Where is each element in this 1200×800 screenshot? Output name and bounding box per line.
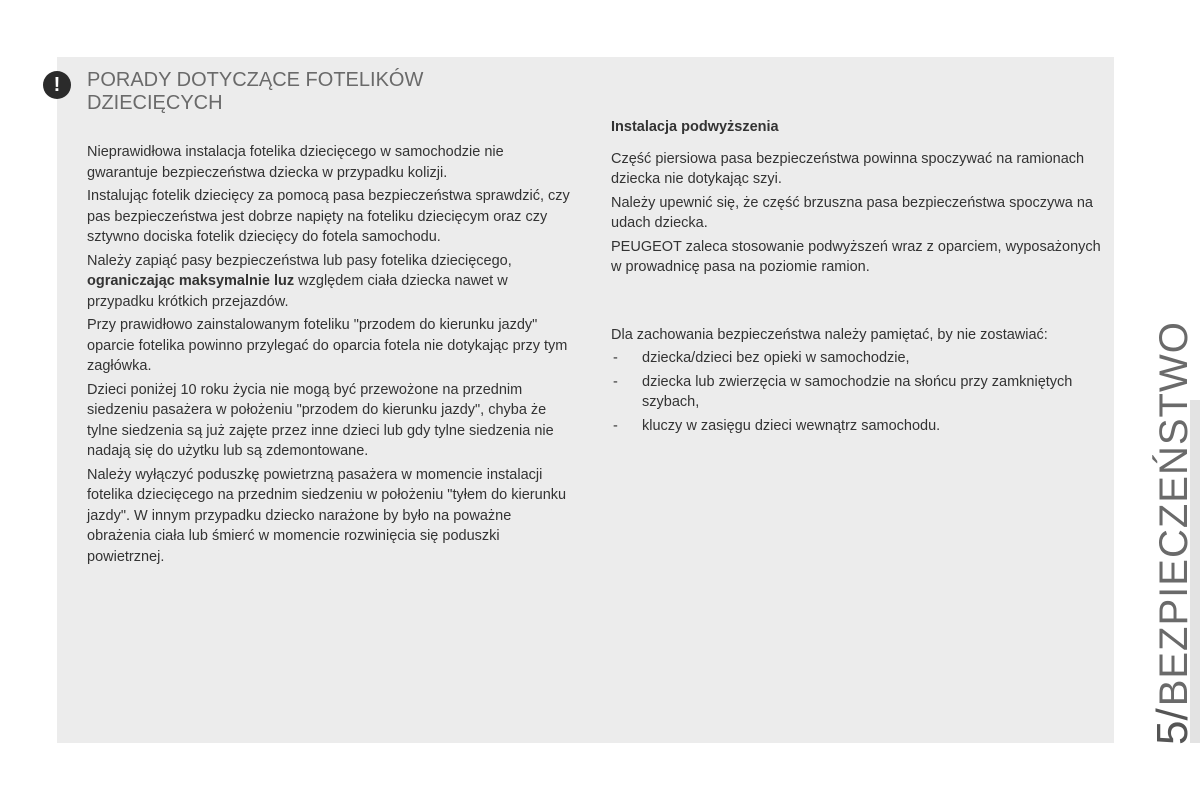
paragraph-airbag: Należy wyłączyć poduszkę powietrzną pasażera w momencie instalacji fotelika dziecięcego na przednim siedzeniu w położeniu "tyłem do kierunku jazdy". W innym przypadku dziecko narażone by było na poważne obrażenia ciała lub śmierć w momencie rozwinięcia się poduszki powietrznej.: [87, 466, 567, 565]
chapter-number: 5/: [1148, 708, 1197, 745]
paragraph-fasten-belts-start: Należy zapiąć pasy bezpieczeństwa lub pasy fotelika dziecięcego,: [87, 252, 512, 269]
list-item-text: dziecka lub zwierzęcia w samochodzie na słońcu przy zamkniętych szybach,: [642, 373, 1073, 410]
list-item: [611, 372, 1106, 413]
paragraph-children-under-10: Dzieci poniżej 10 roku życia nie mogą być przewożone na przednim siedzeniu pasażera w położeniu "przodem do kierunku jazdy", chyba że tylne siedzenia są już zajęte przez inne dzieci lub gdy tylne siedzenia nie nadają się do użytku lub są zdemontowane.: [87, 381, 554, 459]
reminder-intro: Dla zachowania bezpieczeństwa należy pamiętać, by nie zostawiać:: [611, 326, 1048, 343]
paragraph-lap-belt: Należy upewnić się, że część brzuszna pasa bezpieczeństwa spoczywa na udach dziecka.: [611, 194, 1093, 231]
paragraph-chest-belt: Część piersiowa pasa bezpieczeństwa powinna spoczywać na ramionach dziecka nie dotykając szyi.: [611, 150, 1085, 187]
chapter-heading: [1148, 321, 1197, 745]
paragraph-recommendation: PEUGEOT zaleca stosowanie podwyższeń wraz z oparciem, wyposażonych w prowadnicę pasa na poziomie ramion.: [611, 238, 1101, 275]
list-dash: -: [613, 417, 618, 434]
left-column: [87, 142, 577, 570]
list-item-text: kluczy w zasięgu dzieci wewnątrz samochodu.: [642, 417, 941, 434]
list-dash: -: [613, 350, 618, 366]
paragraph-belt-tension: Instalując fotelik dziecięcy za pomocą pasa bezpieczeństwa sprawdzić, czy pas bezpieczeństwa jest dobrze napięty na foteliku dziecięcym oraz czy sztywno dociska fotelik dziecięcy do fotela samochodu.: [87, 188, 570, 245]
spacer: [611, 281, 1106, 325]
paragraph-fasten-belts: [87, 251, 577, 313]
warning-icon: !: [43, 71, 71, 99]
list-item-text: dziecka/dzieci bez opieki w samochodzie,: [642, 350, 910, 366]
chapter-title: BEZPIECZEŃSTWO: [1152, 321, 1196, 707]
section-title: PORADY DOTYCZĄCE FOTELIKÓW DZIECIĘCYCH: [87, 69, 424, 114]
reminder-list: [611, 348, 1106, 436]
list-dash: -: [613, 373, 618, 390]
paragraph-forward-facing: Przy prawidłowo zainstalowanym foteliku "przodem do kierunku jazdy" oparcie fotelika powinno przylegać do oparcia fotela nie dotykając przy tym zagłówka.: [87, 317, 568, 374]
right-column: [611, 117, 1106, 439]
paragraph-fasten-belts-end: względem ciała dziecka nawet w przypadku krótkich przejazdów.: [87, 273, 508, 310]
paragraph-installation-warning: Nieprawidłowa instalacja fotelika dziecięcego w samochodzie nie gwarantuje bezpieczeństwa dziecka w przypadku kolizji.: [87, 144, 504, 181]
emphasis-slack: ograniczając maksymalnie luz: [87, 273, 295, 289]
list-item: [611, 416, 1106, 437]
list-item: [611, 348, 1106, 369]
booster-subtitle: Instalacja podwyższenia: [611, 119, 779, 135]
